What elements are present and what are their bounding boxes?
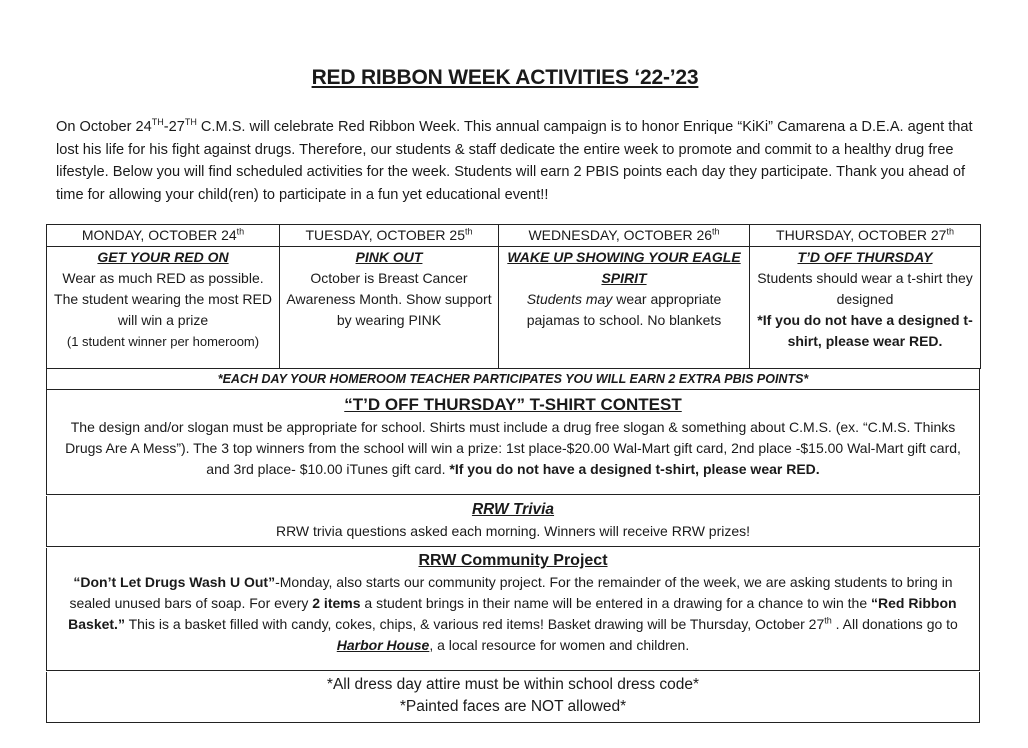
schedule-header-row bbox=[47, 225, 981, 247]
contest-heading: “T’D OFF THURSDAY” T-SHIRT CONTEST bbox=[344, 395, 682, 414]
activity-title: GET YOUR RED ON bbox=[97, 249, 229, 265]
activity-desc: Wear as much RED as possible. The student wearing the most RED will win a prize bbox=[54, 270, 272, 328]
intro-paragraph bbox=[56, 116, 976, 206]
activity-title: WAKE UP SHOWING YOUR EAGLE SPIRIT bbox=[507, 249, 741, 286]
activity-title: T’D OFF THURSDAY bbox=[797, 249, 933, 265]
contest-body: The design and/or slogan must be appropriate for school. Shirts must include a drug free slogan & something about C.M.S. (ex. “C.M.S. Thinks Drugs Are A Mess”). The 3 top winners from the school will win a prize: 1st place-$20.00 Wal-Mart gift card, 2nd place -$15.00 Wal-Mart gift card, and 3rd place- $10.00 iTunes gift card. *If you do not have a designed t-shirt, please wear RED. bbox=[65, 419, 961, 477]
activity-note: *If you do not have a designed t-shirt, please wear RED. bbox=[757, 312, 973, 349]
activity-desc: wear appropriate pajamas to school. No blankets bbox=[526, 291, 722, 328]
trivia-body: RRW trivia questions asked each morning. Winners will receive RRW prizes! bbox=[275, 523, 751, 539]
day-header-monday: MONDAY, OCTOBER 24th bbox=[47, 225, 280, 247]
community-heading: RRW Community Project bbox=[418, 552, 608, 569]
intro-text: C.M.S. will celebrate Red Ribbon Week. This annual campaign is to honor Enrique “KiKi” Camarena a D.E.A. agent that lost his life for his fight against drugs. Therefore, our students & staff dedicate the entire week to promote and commit to a healthy drug free lifestyle. Below you will find scheduled activities for the week. Students will earn 2 PBIS points each day they participate. Thank you ahead of time for allowing your child(ren) to participate in a fun yet educational event!! bbox=[56, 119, 973, 203]
activity-note: (1 student winner per homeroom) bbox=[66, 334, 260, 349]
activity-desc-italic: Students may bbox=[526, 291, 613, 307]
activity-wednesday bbox=[499, 247, 750, 369]
pbis-note: *EACH DAY YOUR HOMEROOM TEACHER PARTICIPATES YOU WILL EARN 2 EXTRA PBIS POINTS* bbox=[46, 369, 980, 390]
tshirt-contest-section bbox=[46, 390, 980, 495]
harbor-house-link: Harbor House bbox=[336, 637, 430, 653]
dress-code-note: *All dress day attire must be within school dress code* bbox=[326, 676, 700, 693]
activity-monday bbox=[47, 247, 280, 369]
intro-text: -27 bbox=[163, 119, 185, 135]
activity-thursday bbox=[750, 247, 981, 369]
dress-code-section bbox=[46, 672, 980, 723]
intro-sup: TH bbox=[184, 117, 197, 128]
community-project-section bbox=[46, 548, 980, 671]
community-body: “Don’t Let Drugs Wash U Out”-Monday, also starts our community project. For the remainder of the week, we are asking students to bring in sealed unused bars of soap. For every 2 items a student brings in their name will be entered in a drawing for a chance to win the “Red Ribbon Basket.” This is a basket filled with candy, cokes, chips, & various red items! Basket drawing will be Thursday, October 27th . All donations go to Harbor House, a local resource for women and children. bbox=[68, 574, 958, 653]
day-header-thursday: THURSDAY, OCTOBER 27th bbox=[750, 225, 981, 247]
painted-faces-note: *Painted faces are NOT allowed* bbox=[399, 698, 627, 715]
activity-desc: Students should wear a t-shirt they designed bbox=[757, 270, 973, 307]
intro-text: On October 24 bbox=[56, 119, 152, 135]
day-header-wednesday: WEDNESDAY, OCTOBER 26th bbox=[499, 225, 750, 247]
day-header-tuesday: TUESDAY, OCTOBER 25th bbox=[280, 225, 499, 247]
trivia-heading: RRW Trivia bbox=[471, 501, 555, 518]
activity-desc: October is Breast Cancer Awareness Month. Show support by wearing PINK bbox=[286, 270, 492, 328]
activity-title: PINK OUT bbox=[355, 249, 423, 265]
trivia-section bbox=[46, 496, 980, 547]
schedule-activity-row bbox=[47, 247, 981, 369]
page-title: RED RIBBON WEEK ACTIVITIES ‘22-’23 bbox=[311, 66, 699, 89]
activity-tuesday bbox=[280, 247, 499, 369]
intro-sup: TH bbox=[151, 117, 164, 128]
schedule-table bbox=[46, 224, 981, 369]
